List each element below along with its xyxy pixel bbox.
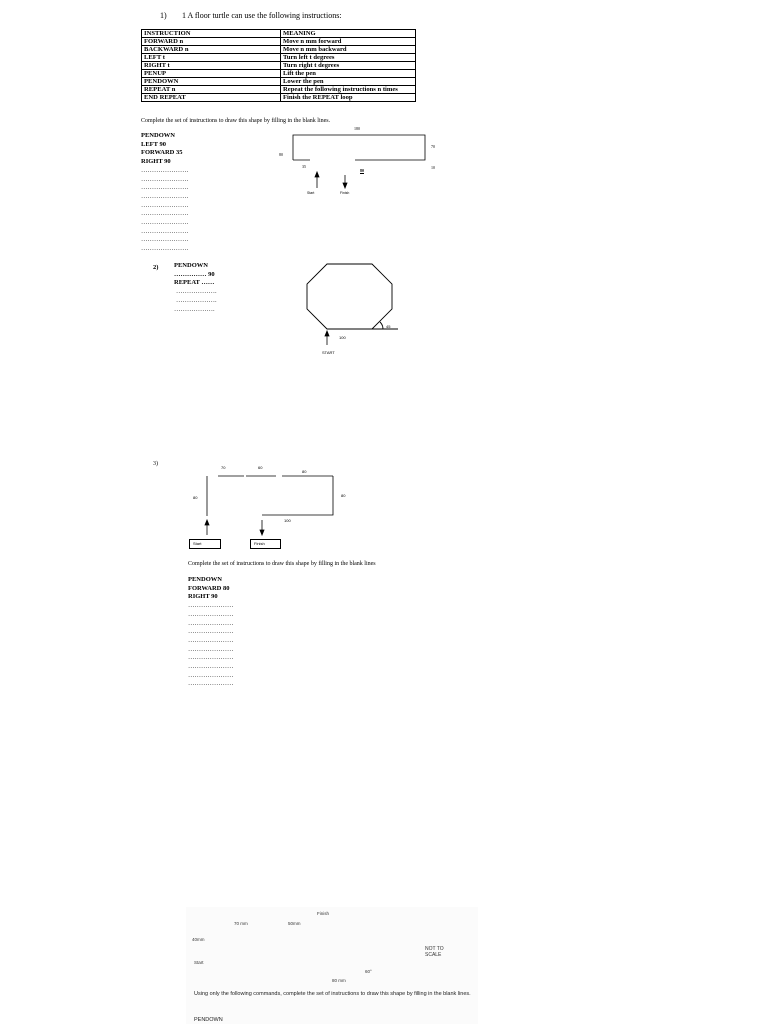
q3-label-top-mid: 60 [258, 465, 263, 470]
table-cell-instruction: END REPEAT [142, 94, 281, 102]
table-cell-meaning: Finish the REPEAT loop [281, 94, 416, 102]
table-cell-instruction: LEFT t [142, 54, 281, 62]
q3-label-top-left: 70 [221, 465, 226, 470]
blank-line: …………………. [141, 175, 189, 183]
q3-finish-box: Finish [250, 539, 281, 549]
table-header-instruction: INSTRUCTION [142, 30, 281, 38]
q1-code-line: LEFT 90 [141, 140, 166, 148]
q2-number: 2) [153, 264, 159, 271]
q2-code-line: PENDOWN [174, 262, 208, 269]
q1-label-left: 80 [279, 152, 283, 157]
table-cell-meaning: Repeat the following instructions n times [281, 86, 416, 94]
table-cell-meaning: Lift the pen [281, 70, 416, 78]
q3-number: 3) [153, 461, 158, 467]
blank-line: …………………. [141, 227, 189, 235]
table-cell-meaning: Move n mm backward [281, 46, 416, 54]
q4-not-to-scale: NOT TO SCALE [425, 946, 444, 958]
blank-line: ………………… [188, 654, 234, 662]
blank-line: …………………. [141, 236, 189, 244]
q2-octagon [307, 264, 398, 329]
q4-label-top2: 50mm [288, 921, 301, 926]
q2-blank-line: ………………. [176, 288, 217, 296]
q4-label-left: 40mm [192, 937, 205, 942]
q3-start-box: Start [189, 539, 221, 549]
q1-label-right-lower: 10 [431, 165, 435, 170]
q4-finish-label: Finish [317, 911, 330, 916]
blank-line: …………………. [141, 210, 189, 218]
q3-task: Complete the set of instructions to draw this shape by filling in the blank lines [188, 561, 376, 567]
q1-code-line: FORWARD 35 [141, 149, 183, 157]
q1-label-bottom-right: 80 [360, 168, 364, 173]
q3-code-line: FORWARD 80 [188, 584, 230, 592]
q1-shape [293, 135, 425, 160]
q3-arrows [205, 520, 264, 535]
blank-line: …………………. [141, 166, 189, 174]
q1-intro: 1 A floor turtle can use the following instructions: [182, 11, 342, 20]
q3-label-top-right: 80 [302, 469, 307, 474]
q1-label-bottom-left: 35 [302, 164, 306, 169]
q4-photo-region [186, 907, 478, 1024]
q1-code-line: PENDOWN [141, 132, 175, 139]
table-cell-instruction: PENUP [142, 70, 281, 78]
table-cell-meaning: Lower the pen [281, 78, 416, 86]
blank-line: …………………. [141, 201, 189, 209]
q3-blank-lines [188, 602, 234, 689]
q3-shape [207, 476, 333, 516]
blank-line: ………………… [188, 619, 234, 627]
table-cell-instruction: RIGHT t [142, 62, 281, 70]
table-cell-instruction: REPEAT n [142, 86, 281, 94]
q3-label-right: 80 [341, 493, 346, 498]
q2-code-block [174, 262, 217, 314]
q4-start-label: Start [194, 960, 204, 965]
table-cell-instruction: FORWARD n [142, 38, 281, 46]
blank-line: ………………… [188, 636, 234, 644]
q2-start-label: START [322, 350, 335, 355]
q1-label-top: 180 [354, 126, 360, 131]
q2-label-angle: 45 [386, 324, 391, 329]
blank-line: ………………… [188, 610, 234, 618]
q3-label-left: 80 [193, 495, 198, 500]
q4-label-bottom: 80 mm [332, 978, 346, 983]
table-cell-meaning: Turn left t degrees [281, 54, 416, 62]
q1-arrows [315, 172, 347, 188]
q2-blank-line: ………………. [176, 296, 217, 304]
q2-blank-line: ………………. [174, 305, 215, 313]
blank-line: ………………… [188, 602, 234, 610]
table-cell-meaning: Turn right t degrees [281, 62, 416, 70]
q4-instruction: Using only the following commands, complete the set of instructions to draw this shape by filling in the blank lines. [194, 991, 471, 997]
blank-line: ………………… [188, 628, 234, 636]
q3-label-bottom: 100 [284, 518, 291, 523]
table-cell-instruction: PENDOWN [142, 78, 281, 86]
blank-line: ………………… [188, 645, 234, 653]
q1-task: Complete the set of instructions to draw this shape by filling in the blank lines. [141, 118, 331, 124]
q4-label-angle: 60° [365, 969, 372, 974]
q4-label-top1: 70 mm [234, 921, 248, 926]
q1-finish-label: Finish [340, 191, 350, 195]
blank-line: …………………. [141, 245, 189, 253]
q1-start-label: Start [307, 191, 315, 195]
q1-code-line: RIGHT 90 [141, 158, 171, 166]
q2-label-side: 100 [339, 335, 346, 340]
table-cell-meaning: Move n mm forward [281, 38, 416, 46]
q1-number: 1) [160, 11, 167, 20]
blank-line: …………………. [141, 219, 189, 227]
table-header-meaning: MEANING [281, 30, 416, 38]
table-cell-instruction: BACKWARD n [142, 46, 281, 54]
q2-code-line: REPEAT …… [174, 279, 215, 287]
q1-label-right-upper: 70 [431, 144, 435, 149]
blank-line: …………………. [141, 184, 189, 192]
blank-line: …………………. [141, 192, 189, 200]
q3-code-block [188, 576, 234, 689]
blank-line: ………………… [188, 680, 234, 688]
blank-line: ………………… [188, 671, 234, 679]
q3-code-line: PENDOWN [188, 576, 222, 583]
q2-start-arrow [325, 331, 329, 345]
q3-code-line: RIGHT 90 [188, 593, 218, 601]
q4-code-pendown: PENDOWN [194, 1017, 223, 1023]
blank-line: ………………… [188, 663, 234, 671]
q2-code-line: …………… 90 [174, 270, 215, 278]
